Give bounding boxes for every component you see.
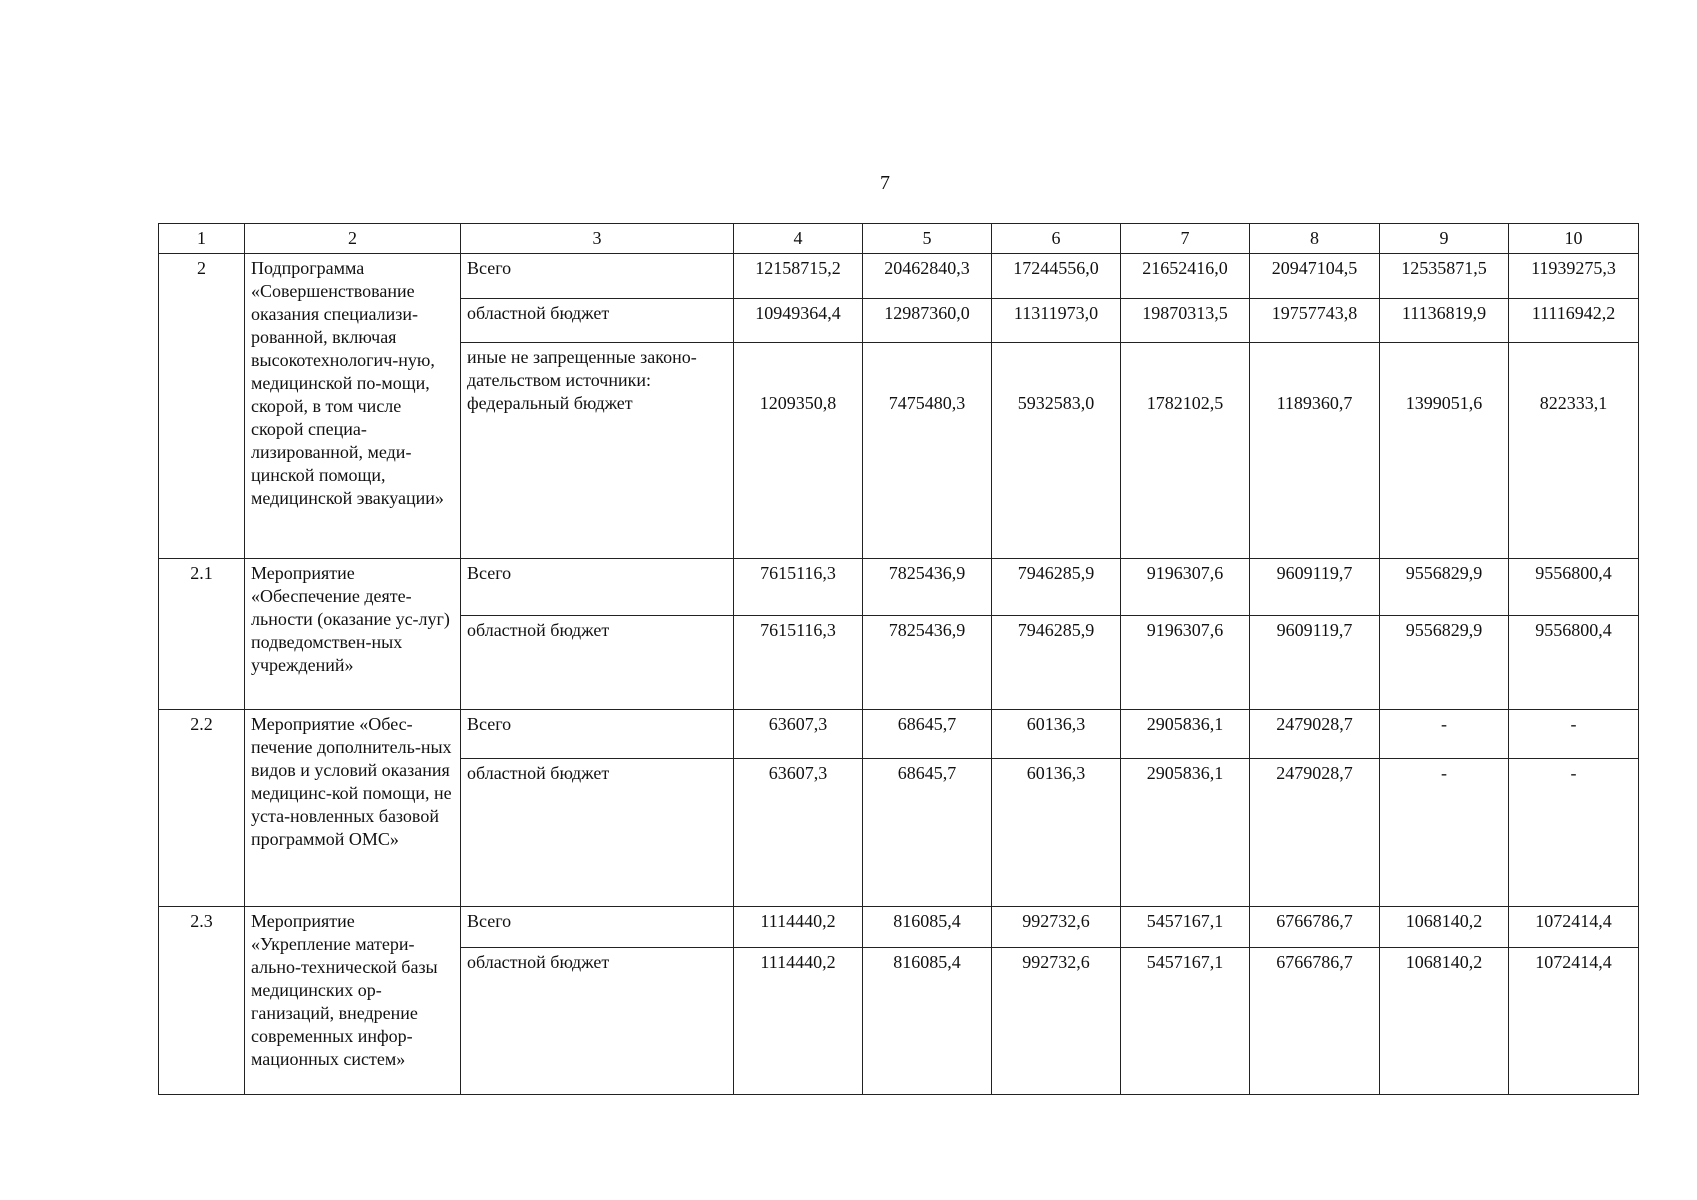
- budget-table: [158, 223, 1639, 1095]
- row-number: 2.2: [159, 710, 245, 907]
- header-cell: 2: [245, 224, 461, 254]
- value-cell: 6766786,7: [1250, 907, 1380, 948]
- source-prefix: иные не запрещенные законо-дательством источники:: [467, 347, 697, 390]
- value-cell: 822333,1: [1509, 343, 1639, 559]
- row-name: Мероприятие «Обес-печение дополнитель-ных видов и условий оказания медицинс-кой помощи, не уста-новленных базовой программой ОМС»: [245, 710, 461, 907]
- value-cell: 11136819,9: [1380, 299, 1509, 343]
- value-cell: 11311973,0: [992, 299, 1121, 343]
- value-cell: 992732,6: [992, 948, 1121, 1095]
- source-label: областной бюджет: [461, 299, 734, 343]
- value-cell: 63607,3: [734, 759, 863, 907]
- value-cell: 6766786,7: [1250, 948, 1380, 1095]
- source-label: Всего: [461, 559, 734, 616]
- value-cell: 7825436,9: [863, 616, 992, 710]
- row-name: Мероприятие «Укрепление матери-ально-технической базы медицинских ор-ганизаций, внедрение современных инфор-мационных систем»: [245, 907, 461, 1095]
- source-label: областной бюджет: [461, 616, 734, 710]
- value-cell: 20947104,5: [1250, 254, 1380, 299]
- row-name: Подпрограмма «Совершенствование оказания специализи-рованной, включая высокотехнологич-ную, медицинской по-мощи, скорой, в том числе скорой специа-лизированной, меди-цинской помощи, медицинской эвакуации»: [245, 254, 461, 559]
- value-cell: -: [1380, 710, 1509, 759]
- value-cell: 816085,4: [863, 907, 992, 948]
- header-cell: 5: [863, 224, 992, 254]
- table-row: [159, 907, 1639, 948]
- value-cell: 68645,7: [863, 710, 992, 759]
- header-cell: 9: [1380, 224, 1509, 254]
- value-cell: 5457167,1: [1121, 948, 1250, 1095]
- value-cell: 7615116,3: [734, 616, 863, 710]
- row-number: 2: [159, 254, 245, 559]
- value-cell: 1399051,6: [1380, 343, 1509, 559]
- value-cell: 9556800,4: [1509, 616, 1639, 710]
- value-cell: 1114440,2: [734, 907, 863, 948]
- header-cell: 3: [461, 224, 734, 254]
- value-cell: 17244556,0: [992, 254, 1121, 299]
- value-cell: 12987360,0: [863, 299, 992, 343]
- value-cell: 816085,4: [863, 948, 992, 1095]
- value-cell: 12158715,2: [734, 254, 863, 299]
- value-cell: 9609119,7: [1250, 616, 1380, 710]
- value-cell: 2905836,1: [1121, 710, 1250, 759]
- value-cell: 7946285,9: [992, 559, 1121, 616]
- value-cell: 1114440,2: [734, 948, 863, 1095]
- value-cell: 992732,6: [992, 907, 1121, 948]
- header-cell: 8: [1250, 224, 1380, 254]
- value-cell: 9556800,4: [1509, 559, 1639, 616]
- value-cell: -: [1509, 759, 1639, 907]
- value-cell: 9556829,9: [1380, 616, 1509, 710]
- source-label: Всего: [461, 710, 734, 759]
- value-cell: 11116942,2: [1509, 299, 1639, 343]
- table-row: [159, 710, 1639, 759]
- page-number: 7: [880, 172, 890, 194]
- table-row: [159, 254, 1639, 299]
- row-name: Мероприятие «Обеспечение деяте-льности (оказание ус-луг) подведомствен-ных учреждений»: [245, 559, 461, 710]
- header-cell: 4: [734, 224, 863, 254]
- header-cell: 1: [159, 224, 245, 254]
- source-label: областной бюджет: [461, 759, 734, 907]
- value-cell: 1189360,7: [1250, 343, 1380, 559]
- table-row: [159, 559, 1639, 616]
- value-cell: 7615116,3: [734, 559, 863, 616]
- value-cell: 7475480,3: [863, 343, 992, 559]
- value-cell: 12535871,5: [1380, 254, 1509, 299]
- source-label: Всего: [461, 254, 734, 299]
- value-cell: 68645,7: [863, 759, 992, 907]
- value-cell: 7825436,9: [863, 559, 992, 616]
- value-cell: 1782102,5: [1121, 343, 1250, 559]
- value-cell: 9609119,7: [1250, 559, 1380, 616]
- value-cell: 5932583,0: [992, 343, 1121, 559]
- source-label: федеральный бюджет: [467, 393, 633, 413]
- header-cell: 7: [1121, 224, 1250, 254]
- value-cell: 10949364,4: [734, 299, 863, 343]
- header-cell: 6: [992, 224, 1121, 254]
- value-cell: 7946285,9: [992, 616, 1121, 710]
- source-label: областной бюджет: [461, 948, 734, 1095]
- value-cell: 9556829,9: [1380, 559, 1509, 616]
- value-cell: 1068140,2: [1380, 948, 1509, 1095]
- value-cell: 1209350,8: [734, 343, 863, 559]
- source-cell: [461, 343, 734, 559]
- value-cell: 9196307,6: [1121, 616, 1250, 710]
- value-cell: 19870313,5: [1121, 299, 1250, 343]
- value-cell: 1072414,4: [1509, 948, 1639, 1095]
- value-cell: -: [1509, 710, 1639, 759]
- value-cell: 21652416,0: [1121, 254, 1250, 299]
- value-cell: 19757743,8: [1250, 299, 1380, 343]
- value-cell: 60136,3: [992, 759, 1121, 907]
- row-number: 2.3: [159, 907, 245, 1095]
- header-row: [159, 224, 1639, 254]
- value-cell: 1068140,2: [1380, 907, 1509, 948]
- value-cell: 20462840,3: [863, 254, 992, 299]
- value-cell: 2905836,1: [1121, 759, 1250, 907]
- value-cell: 9196307,6: [1121, 559, 1250, 616]
- value-cell: 1072414,4: [1509, 907, 1639, 948]
- source-label: Всего: [461, 907, 734, 948]
- value-cell: 5457167,1: [1121, 907, 1250, 948]
- header-cell: 10: [1509, 224, 1639, 254]
- value-cell: 60136,3: [992, 710, 1121, 759]
- value-cell: 63607,3: [734, 710, 863, 759]
- value-cell: 2479028,7: [1250, 759, 1380, 907]
- row-number: 2.1: [159, 559, 245, 710]
- value-cell: -: [1380, 759, 1509, 907]
- value-cell: 11939275,3: [1509, 254, 1639, 299]
- value-cell: 2479028,7: [1250, 710, 1380, 759]
